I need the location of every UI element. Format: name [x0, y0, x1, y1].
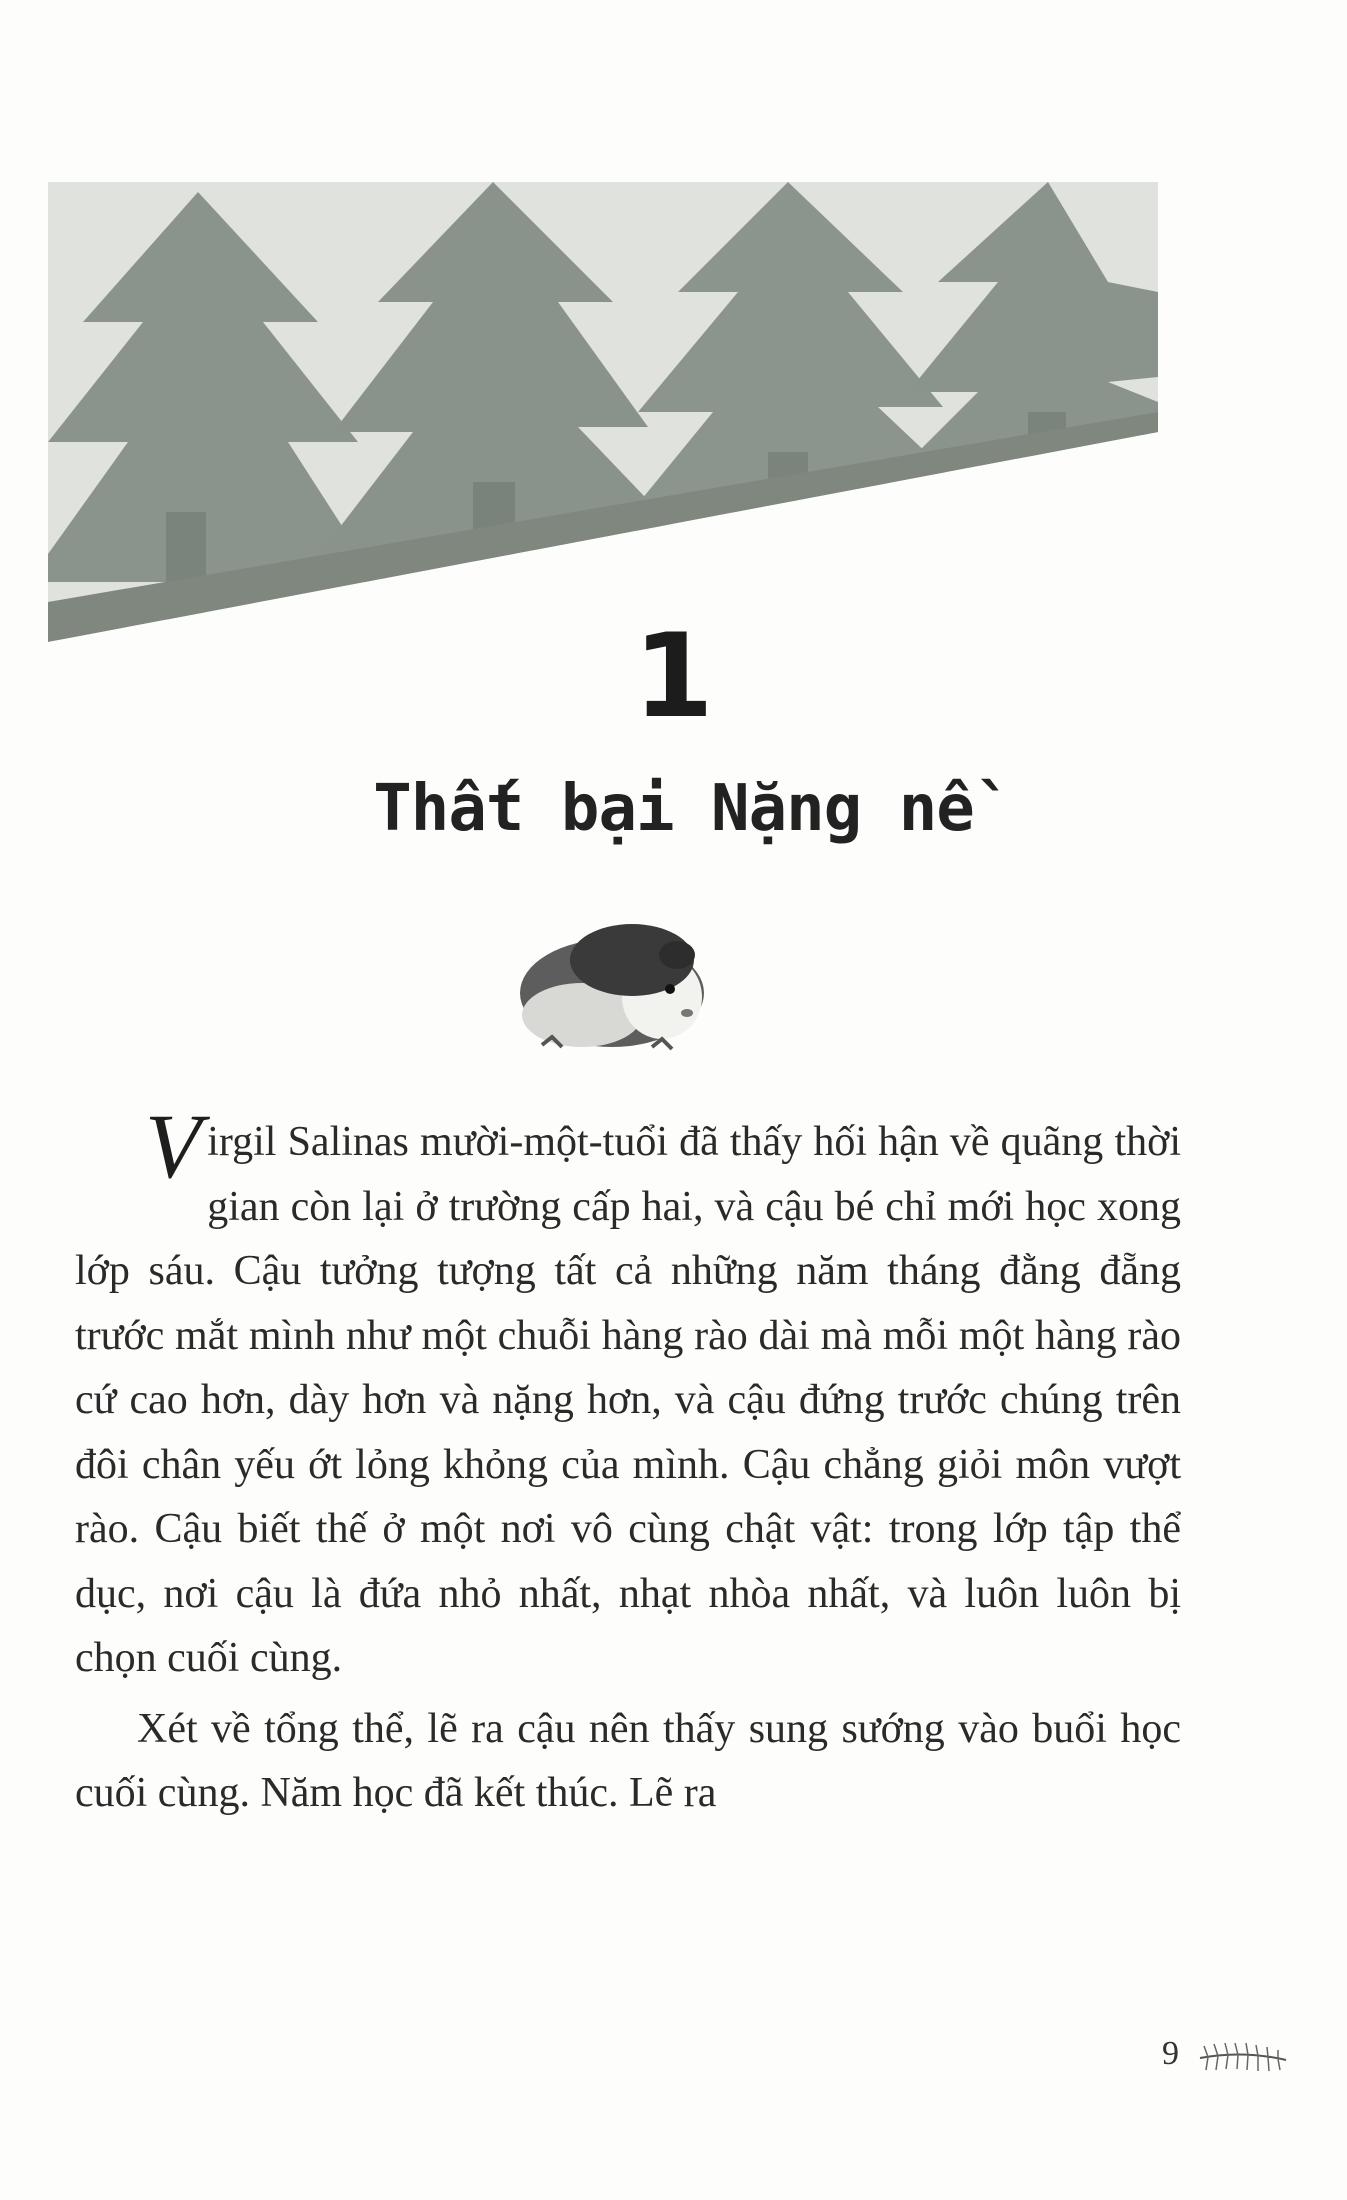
drop-cap: V — [145, 1095, 202, 1197]
paragraph-2: Xét về tổng thể, lẽ ra cậu nên thấy sung sướng vào buổi học cuối cùng. Năm học đã kết thúc. Lẽ ra — [75, 1705, 1181, 1816]
chapter-title: Thất bại Nặng nề — [373, 772, 974, 846]
guinea-pig-illustration — [512, 905, 712, 1057]
page-number: 9 — [1162, 2035, 1179, 2072]
chapter-text — [75, 1095, 1181, 1832]
paragraph-1 — [75, 1095, 1181, 1691]
chapter-number: 1 — [633, 609, 714, 744]
forest-illustration — [48, 182, 1158, 642]
pine-branch-icon — [1198, 2038, 1288, 2078]
paragraph-1-text: irgil Salinas mười-một-tuổi đã thấy hối hận về quãng thời gian còn lại ở trường cấp hai, và cậu bé chỉ mới học xong lớp sáu. Cậu tưởng tượng tất cả những năm tháng đằng đẵng trước mắt mình như một chuỗi hàng rào dài mà mỗi một hàng rào cứ cao hơn, dày hơn và nặng hơn, và cậu đứng trước chúng trên đôi chân yếu ớt lỏng khỏng của mình. Cậu chẳng giỏi môn vượt rào. Cậu biết thế ở một nơi vô cùng chật vật: trong lớp tập thể dục, nơi cậu là đứa nhỏ nhất, nhạt nhòa nhất, và luôn luôn bị chọn cuối cùng. — [75, 1119, 1181, 1681]
